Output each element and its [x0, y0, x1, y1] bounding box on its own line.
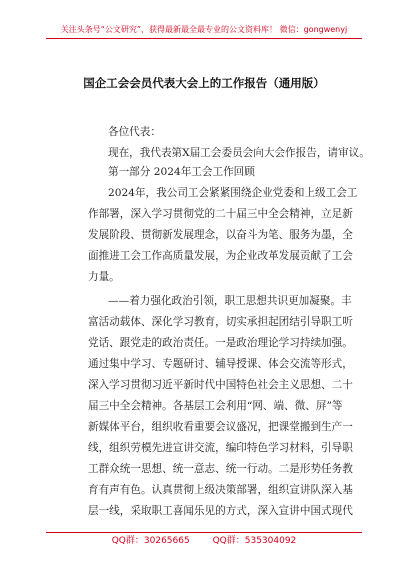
body-line: 面推进工会工作高质量发展，为企业改革发展贡献了工会: [88, 250, 353, 262]
header-note: 关注头条号“公文研究”，获得最新最全最专业的公文资料库！ 微信：gongwenyj: [60, 25, 348, 34]
footer-qq-group-2: QQ群：535304092: [212, 536, 297, 546]
body-line: ——着力强化政治引领，职工思想共识更加凝聚。丰: [108, 295, 352, 307]
body-line: 2024年，我公司工会紧紧围绕企业党委和上级工会工: [108, 187, 358, 199]
body-line: 工群众统一思想、统一意志、统一行动。二是形势任务教: [88, 463, 353, 475]
body-line: 现在，我代表第X届工会委员会向大会作报告，请审议。: [108, 147, 370, 159]
body-line: 届三中全会精神。各基层工会利用“网、端、微、屏”等: [88, 400, 343, 412]
body-line: 层一线，采取职工喜闻乐见的方式，深入宣讲中国式现代: [88, 505, 353, 517]
body-line: 作部署，深入学习贯彻党的二十届三中全会精神，立足新: [88, 208, 353, 220]
body-line: 深入学习贯彻习近平新时代中国特色社会主义思想、二十: [88, 379, 353, 391]
footer-qq-group-1: QQ群：30265665: [111, 536, 190, 546]
footer-note: [0, 533, 408, 546]
body-line: 力量。: [88, 271, 120, 283]
document-title: 国企工会会员代表大会上的工作报告（通用版）: [83, 76, 325, 90]
body-line: 线，组织劳模先进宣讲交流，编印特色学习材料，引导职: [88, 442, 353, 454]
salutation: 各位代表：: [108, 126, 161, 138]
body-line: 富活动载体、深化学习教育，切实承担起团结引导职工听: [88, 316, 353, 328]
body-line: 育有声有色。认真贯彻上级决策部署，组织宣讲队深入基: [88, 484, 353, 496]
body-line: 新媒体平台，组织收看重要会议盛况，把课堂搬到生产一: [88, 421, 353, 433]
body-line: 通过集中学习、专题研讨、辅导授课、体会交流等形式，: [88, 358, 353, 370]
body-line: 发展阶段、贯彻新发展理念，以奋斗为笔、服务为墨，全: [88, 229, 353, 241]
header-divider: [46, 38, 362, 39]
section-heading: 第一部分 2024年工会工作回顾: [108, 166, 255, 178]
body-line: 党话、跟党走的政治责任。一是政治理论学习持续加强。: [88, 337, 353, 349]
